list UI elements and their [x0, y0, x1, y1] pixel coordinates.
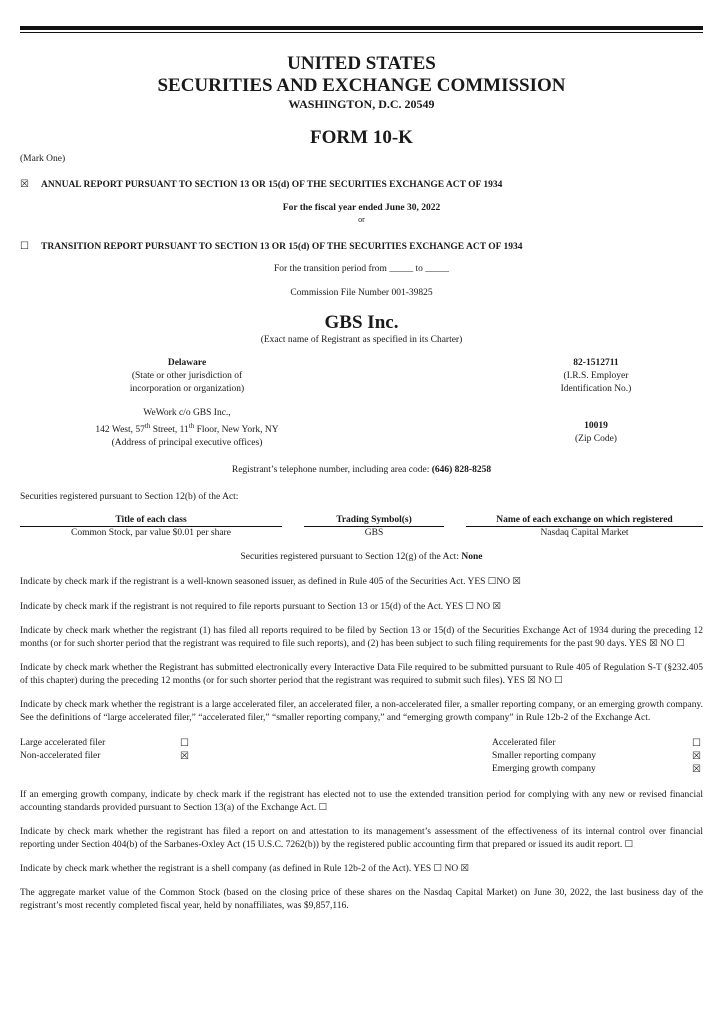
registrant-name-caption: (Exact name of Registrant as specified in its Charter): [260, 335, 463, 345]
sec12b-intro: Securities registered pursuant to Section 12(b) of the Act:: [20, 492, 239, 503]
address-line-1: WeWork c/o GBS Inc.,: [143, 408, 231, 418]
state-value: Delaware: [167, 358, 207, 368]
ein-caption-2: Identification No.): [560, 384, 632, 394]
form-10k-page: [20, 26, 703, 913]
header-trading-symbol: Trading Symbol(s): [304, 515, 444, 527]
commission-file-number: Commission File Number 001-39825: [290, 288, 433, 298]
header-washington: WASHINGTON, D.C. 20549: [288, 97, 435, 111]
filer-status-grid: [20, 737, 703, 776]
sec12g-line: [20, 551, 703, 564]
top-rule-thin: [20, 32, 703, 33]
telephone-line: [20, 464, 703, 477]
smaller-reporting-checkbox[interactable]: ☒: [692, 751, 701, 763]
question-not-required: Indicate by check mark if the registrant is not required to file reports pursuant to Section 13 or 15(d) of the Act. YES ☐ NO ☒: [20, 602, 502, 613]
ein-value: 82-1512711: [573, 358, 619, 368]
sec12g-label: Securities registered pursuant to Section 12(g) of the Act:: [240, 552, 462, 563]
aggregate-market-value: The aggregate market value of the Common Stock (based on the closing price of these shares on the Nasdaq Capital Market) on June 30, 2022, the last business day of the registrant’s most recently completed fiscal year, held by nonaffiliates, was $9,857,116.: [20, 888, 703, 912]
address-caption: (Address of principal executive offices): [111, 438, 263, 449]
question-filed-reports: Indicate by check mark whether the registrant (1) has filed all reports required to be filed by Section 13 or 15(d) of the Securities Exchange Act of 1934 during the preceding 12 months (or for such shorter period that the registrant was required to file such reports), and (2) has been subject to such filing requirements for the past 90 days. YES ☒ NO ☐: [20, 626, 703, 650]
header-commission: SECURITIES AND EXCHANGE COMMISSION: [157, 75, 566, 96]
address-block: [52, 407, 322, 450]
securities-table: [20, 515, 703, 539]
telephone-label: Registrant’s telephone number, including area code:: [231, 465, 432, 476]
transition-report-line: [20, 241, 703, 252]
state-caption-2: incorporation or organization): [129, 384, 245, 394]
question-icfr-attestation: Indicate by check mark whether the registrant has filed a report on and attestation to its management’s assessment of the effectiveness of its internal control over financial reporting under Section 404(b) of the Sarbanes-Oxley Act (15 U.S.C. 7262(b)) by the registered public accounting firm that prepared or issued its audit report. ☐: [20, 827, 703, 851]
question-filer-status: Indicate by check mark whether the registrant is a large accelerated filer, an accelerated filer, a non-accelerated filer, a smaller reporting company, or an emerging growth company. See the definitions of “large accelerated filer,” “accelerated filer,” “smaller reporting company,” and “emerging growth company” in Rule 12b-2 of the Exchange Act.: [20, 700, 703, 724]
emerging-growth-checkbox[interactable]: ☒: [692, 764, 701, 776]
mark-one: (Mark One): [20, 154, 66, 164]
question-interactive-data: Indicate by check mark whether the Registrant has submitted electronically every Interactive Data File required to be submitted pursuant to Rule 405 of Regulation S-T (§232.405 of this chapter) during the preceding 12 months (or for such shorter period that the registrant was required to submit such files). YES ☒ NO ☐: [20, 663, 703, 687]
non-accelerated-label: Non-accelerated filer: [20, 751, 101, 762]
registrant-name: GBS Inc.: [324, 312, 399, 333]
question-emerging-transition: If an emerging growth company, indicate by check mark if the registrant has elected not to use the extended transition period for complying with any new or revised financial accounting standards provided pursuant to Section 13(a) of the Exchange Act. ☐: [20, 790, 703, 814]
annual-report-line: [20, 179, 703, 190]
smaller-reporting-label: Smaller reporting company: [492, 751, 596, 762]
or-label: or: [358, 215, 365, 224]
cell-symbol: GBS: [364, 528, 384, 539]
zip-caption: (Zip Code): [575, 434, 617, 444]
annual-report-checkbox[interactable]: ☒: [20, 179, 29, 190]
fiscal-year: For the fiscal year ended June 30, 2022: [282, 203, 441, 213]
header-united-states: UNITED STATES: [287, 53, 436, 74]
telephone-value: (646) 828-8258: [431, 465, 492, 476]
top-rule-thick: [20, 26, 703, 30]
cell-class: Common Stock, par value $0.01 per share: [71, 528, 231, 539]
table-row: [20, 527, 703, 540]
zip-block: [501, 407, 691, 450]
address-line-2: 142 West, 57th Street, 11th Floor, New York, NY: [95, 422, 279, 436]
non-accelerated-checkbox[interactable]: ☒: [180, 751, 189, 763]
question-shell-company: Indicate by check mark whether the registrant is a shell company (as defined in Rule 12b-2 of the Act). YES ☐ NO ☒: [20, 864, 470, 875]
cell-exchange: Nasdaq Capital Market: [540, 528, 629, 539]
state-ein-row: [20, 357, 703, 396]
transition-report-checkbox[interactable]: ☐: [20, 241, 29, 252]
annual-report-text: ANNUAL REPORT PURSUANT TO SECTION 13 OR 15(d) OF THE SECURITIES EXCHANGE ACT OF 1934: [41, 179, 503, 190]
zip-value: 10019: [584, 421, 608, 431]
ein-block: [501, 357, 691, 396]
securities-table-header: [20, 515, 703, 527]
header-exchange: Name of each exchange on which registered: [466, 515, 703, 527]
question-wksi: Indicate by check mark if the registrant is a well-known seasoned issuer, as defined in Rule 405 of the Securities Act. YES ☐NO ☒: [20, 577, 521, 588]
transition-report-text: TRANSITION REPORT PURSUANT TO SECTION 13 OR 15(d) OF THE SECURITIES EXCHANGE ACT OF 1934: [41, 241, 523, 252]
address-zip-row: [20, 407, 703, 450]
header-title-of-class: Title of each class: [20, 515, 282, 527]
accelerated-label: Accelerated filer: [492, 738, 556, 749]
transition-period: For the transition period from _____ to _____: [274, 264, 449, 274]
large-accelerated-label: Large accelerated filer: [20, 738, 106, 749]
sec12g-value: None: [461, 552, 483, 563]
ein-caption-1: (I.R.S. Employer: [563, 371, 629, 381]
state-block: [52, 357, 322, 396]
accelerated-checkbox[interactable]: ☐: [692, 738, 701, 750]
form-title: FORM 10-K: [310, 127, 413, 148]
state-caption-1: (State or other jurisdiction of: [131, 371, 243, 381]
large-accelerated-checkbox[interactable]: ☐: [180, 738, 189, 750]
emerging-growth-label: Emerging growth company: [492, 764, 596, 775]
